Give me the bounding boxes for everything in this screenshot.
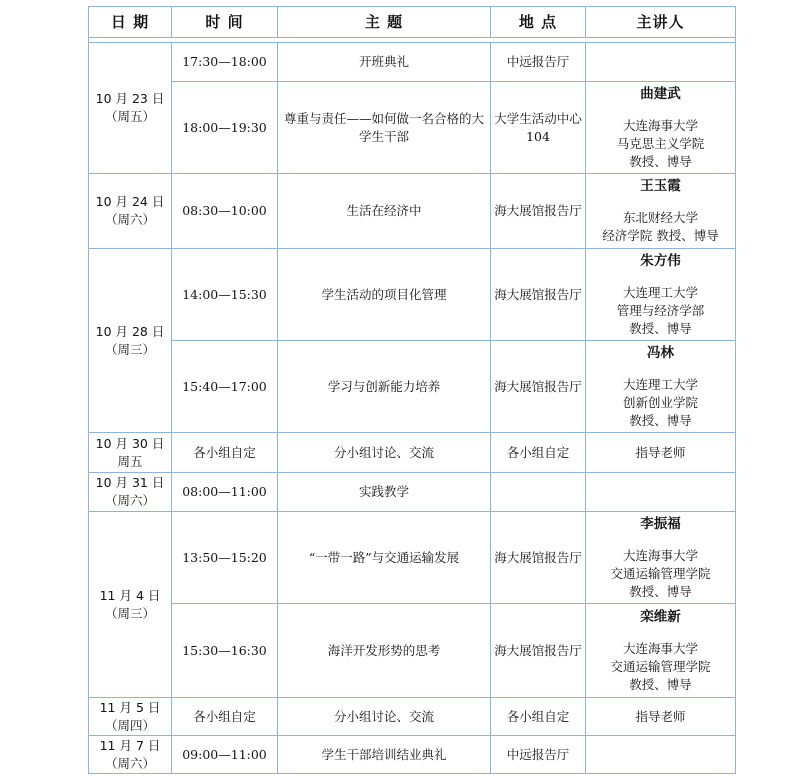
topic-cell: 学生干部培训结业典礼 [278,736,491,774]
topic-cell: 海洋开发形势的思考 [278,604,491,698]
header-date: 日 期 [89,7,172,38]
topic-cell: 尊重与责任——如何做一名合格的大学生干部 [278,82,491,174]
place-cell: 海大展馆报告厅 [491,604,586,698]
speaker-cell: 栾维新 大连海事大学 交通运输管理学院 教授、博导 [586,604,736,698]
time-cell: 08:30—10:00 [172,174,278,249]
header-topic: 主 题 [278,7,491,38]
place-cell: 海大展馆报告厅 [491,512,586,604]
speaker-name: 曲建武 [640,85,681,102]
place-cell [491,473,586,512]
time-cell: 15:40—17:00 [172,341,278,433]
place-cell: 各小组自定 [491,698,586,736]
table-row [89,736,736,774]
schedule-table [88,6,736,774]
time-cell: 14:00—15:30 [172,249,278,341]
time-cell: 18:00—19:30 [172,82,278,174]
place-cell: 海大展馆报告厅 [491,174,586,249]
speaker-name: 朱方伟 [640,252,681,269]
topic-cell: 学生活动的项目化管理 [278,249,491,341]
table-row [89,82,736,174]
place-cell: 中远报告厅 [491,43,586,82]
speaker-cell: 曲建武 大连海事大学 马克思主义学院 教授、博导 [586,82,736,174]
speaker-cell [586,736,736,774]
date-cell: 11 月 4 日 （周三） [89,512,172,698]
table-row [89,433,736,473]
date-cell: 10 月 24 日 （周六） [89,174,172,249]
table-row [89,512,736,604]
time-cell: 各小组自定 [172,698,278,736]
topic-cell: 开班典礼 [278,43,491,82]
time-cell: 13:50—15:20 [172,512,278,604]
time-cell: 09:00—11:00 [172,736,278,774]
speaker-name: 冯林 [647,344,674,361]
table-row [89,698,736,736]
speaker-name: 栾维新 [640,608,681,625]
header-speaker: 主讲人 [586,7,736,38]
date-cell: 11 月 5 日 （周四） [89,698,172,736]
speaker-cell [586,43,736,82]
speaker-cell: 指导老师 [586,698,736,736]
time-cell: 17:30—18:00 [172,43,278,82]
table-row [89,249,736,341]
time-cell: 08:00—11:00 [172,473,278,512]
speaker-name: 李振福 [640,515,681,532]
table-row [89,341,736,433]
topic-cell: 学习与创新能力培养 [278,341,491,433]
table-row [89,43,736,82]
place-cell: 各小组自定 [491,433,586,473]
speaker-cell: 朱方伟 大连理工大学 管理与经济学部 教授、博导 [586,249,736,341]
date-cell: 10 月 31 日 （周六） [89,473,172,512]
date-cell: 10 月 28 日 （周三） [89,249,172,433]
speaker-name: 王玉霞 [640,178,681,194]
time-cell: 各小组自定 [172,433,278,473]
place-cell: 海大展馆报告厅 [491,249,586,341]
place-cell: 中远报告厅 [491,736,586,774]
topic-cell: 分小组讨论、交流 [278,698,491,736]
place-cell: 大学生活动中心 104 [491,82,586,174]
time-cell: 15:30—16:30 [172,604,278,698]
speaker-cell [586,473,736,512]
date-cell: 10 月 30 日 周五 [89,433,172,473]
speaker-cell: 王玉霞 东北财经大学 经济学院 教授、博导 [586,174,736,249]
speaker-cell: 李振福 大连海事大学 交通运输管理学院 教授、博导 [586,512,736,604]
speaker-cell: 冯林 大连理工大学 创新创业学院 教授、博导 [586,341,736,433]
header-row [89,7,736,38]
topic-cell: 生活在经济中 [278,174,491,249]
place-cell: 海大展馆报告厅 [491,341,586,433]
header-place: 地 点 [491,7,586,38]
speaker-cell: 指导老师 [586,433,736,473]
date-cell: 11 月 7 日 （周六） [89,736,172,774]
table-row [89,604,736,698]
header-time: 时 间 [172,7,278,38]
topic-cell: 实践教学 [278,473,491,512]
topic-cell: 分小组讨论、交流 [278,433,491,473]
table-row [89,473,736,512]
date-cell: 10 月 23 日 （周五） [89,43,172,174]
topic-cell: “一带一路”与交通运输发展 [278,512,491,604]
table-row [89,174,736,249]
